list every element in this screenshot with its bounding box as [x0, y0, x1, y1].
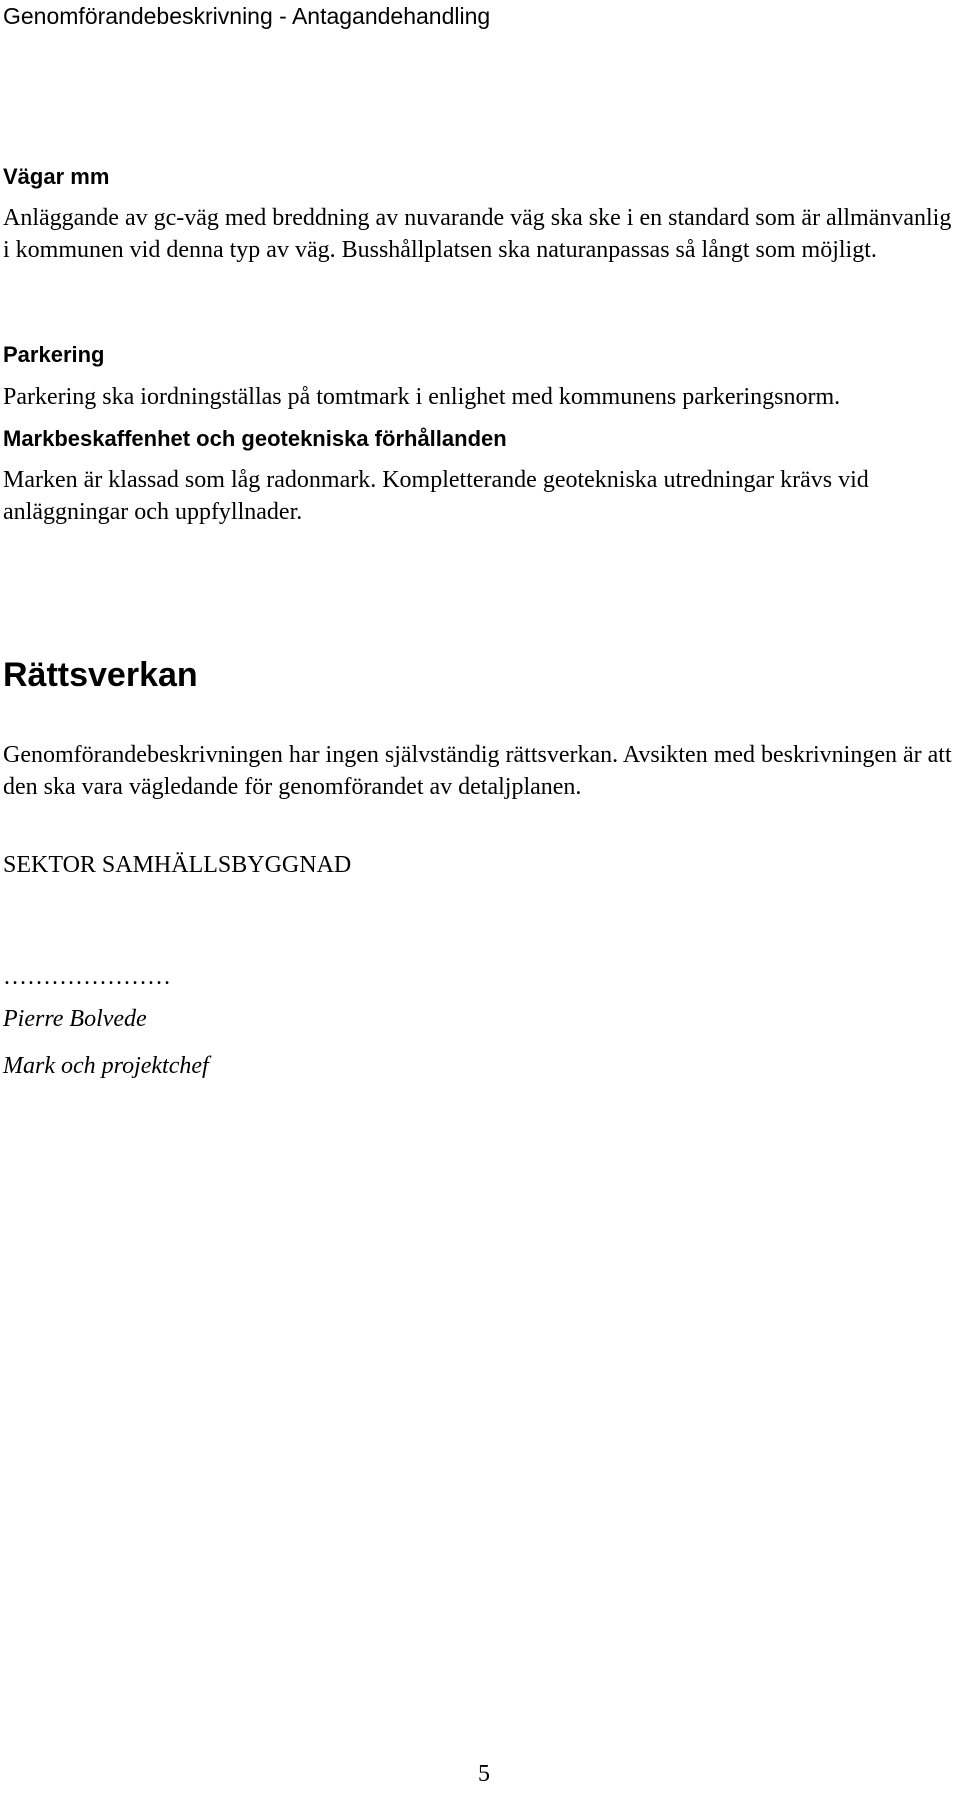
document-header: Genomförandebeskrivning - Antagandehandling — [3, 3, 491, 29]
heading-vagar: Vägar mm — [3, 164, 110, 189]
heading-parkering: Parkering — [3, 342, 105, 367]
heading-rattsverkan: Rättsverkan — [3, 656, 198, 694]
signatory-role: Mark och projektchef — [3, 1053, 209, 1079]
signatory-name: Pierre Bolvede — [3, 1006, 147, 1032]
page-number: 5 — [478, 1761, 490, 1787]
signature-line: ………………… — [3, 964, 171, 990]
department-name: SEKTOR SAMHÄLLSBYGGNAD — [3, 852, 352, 878]
paragraph-parkering: Parkering ska iordningställas på tomtmark i enlighet med kommunens parkeringsnorm. — [3, 384, 841, 410]
paragraph-markbeskaffenhet: Marken är klassad som låg radonmark. Kompletterande geotekniska utredningar krävs vid anläggningar och uppfyllnader. — [3, 467, 869, 525]
heading-markbeskaffenhet: Markbeskaffenhet och geotekniska förhållanden — [3, 426, 507, 451]
paragraph-rattsverkan: Genomförandebeskrivningen har ingen självständig rättsverkan. Avsikten med beskrivningen är att den ska vara vägledande för genomförandet av detaljplanen. — [3, 742, 952, 800]
paragraph-vagar: Anläggande av gc-väg med breddning av nuvarande väg ska ske i en standard som är allmänvanlig i kommunen vid denna typ av väg. Busshållplatsen ska naturanpassas så långt som möjligt. — [3, 205, 952, 263]
